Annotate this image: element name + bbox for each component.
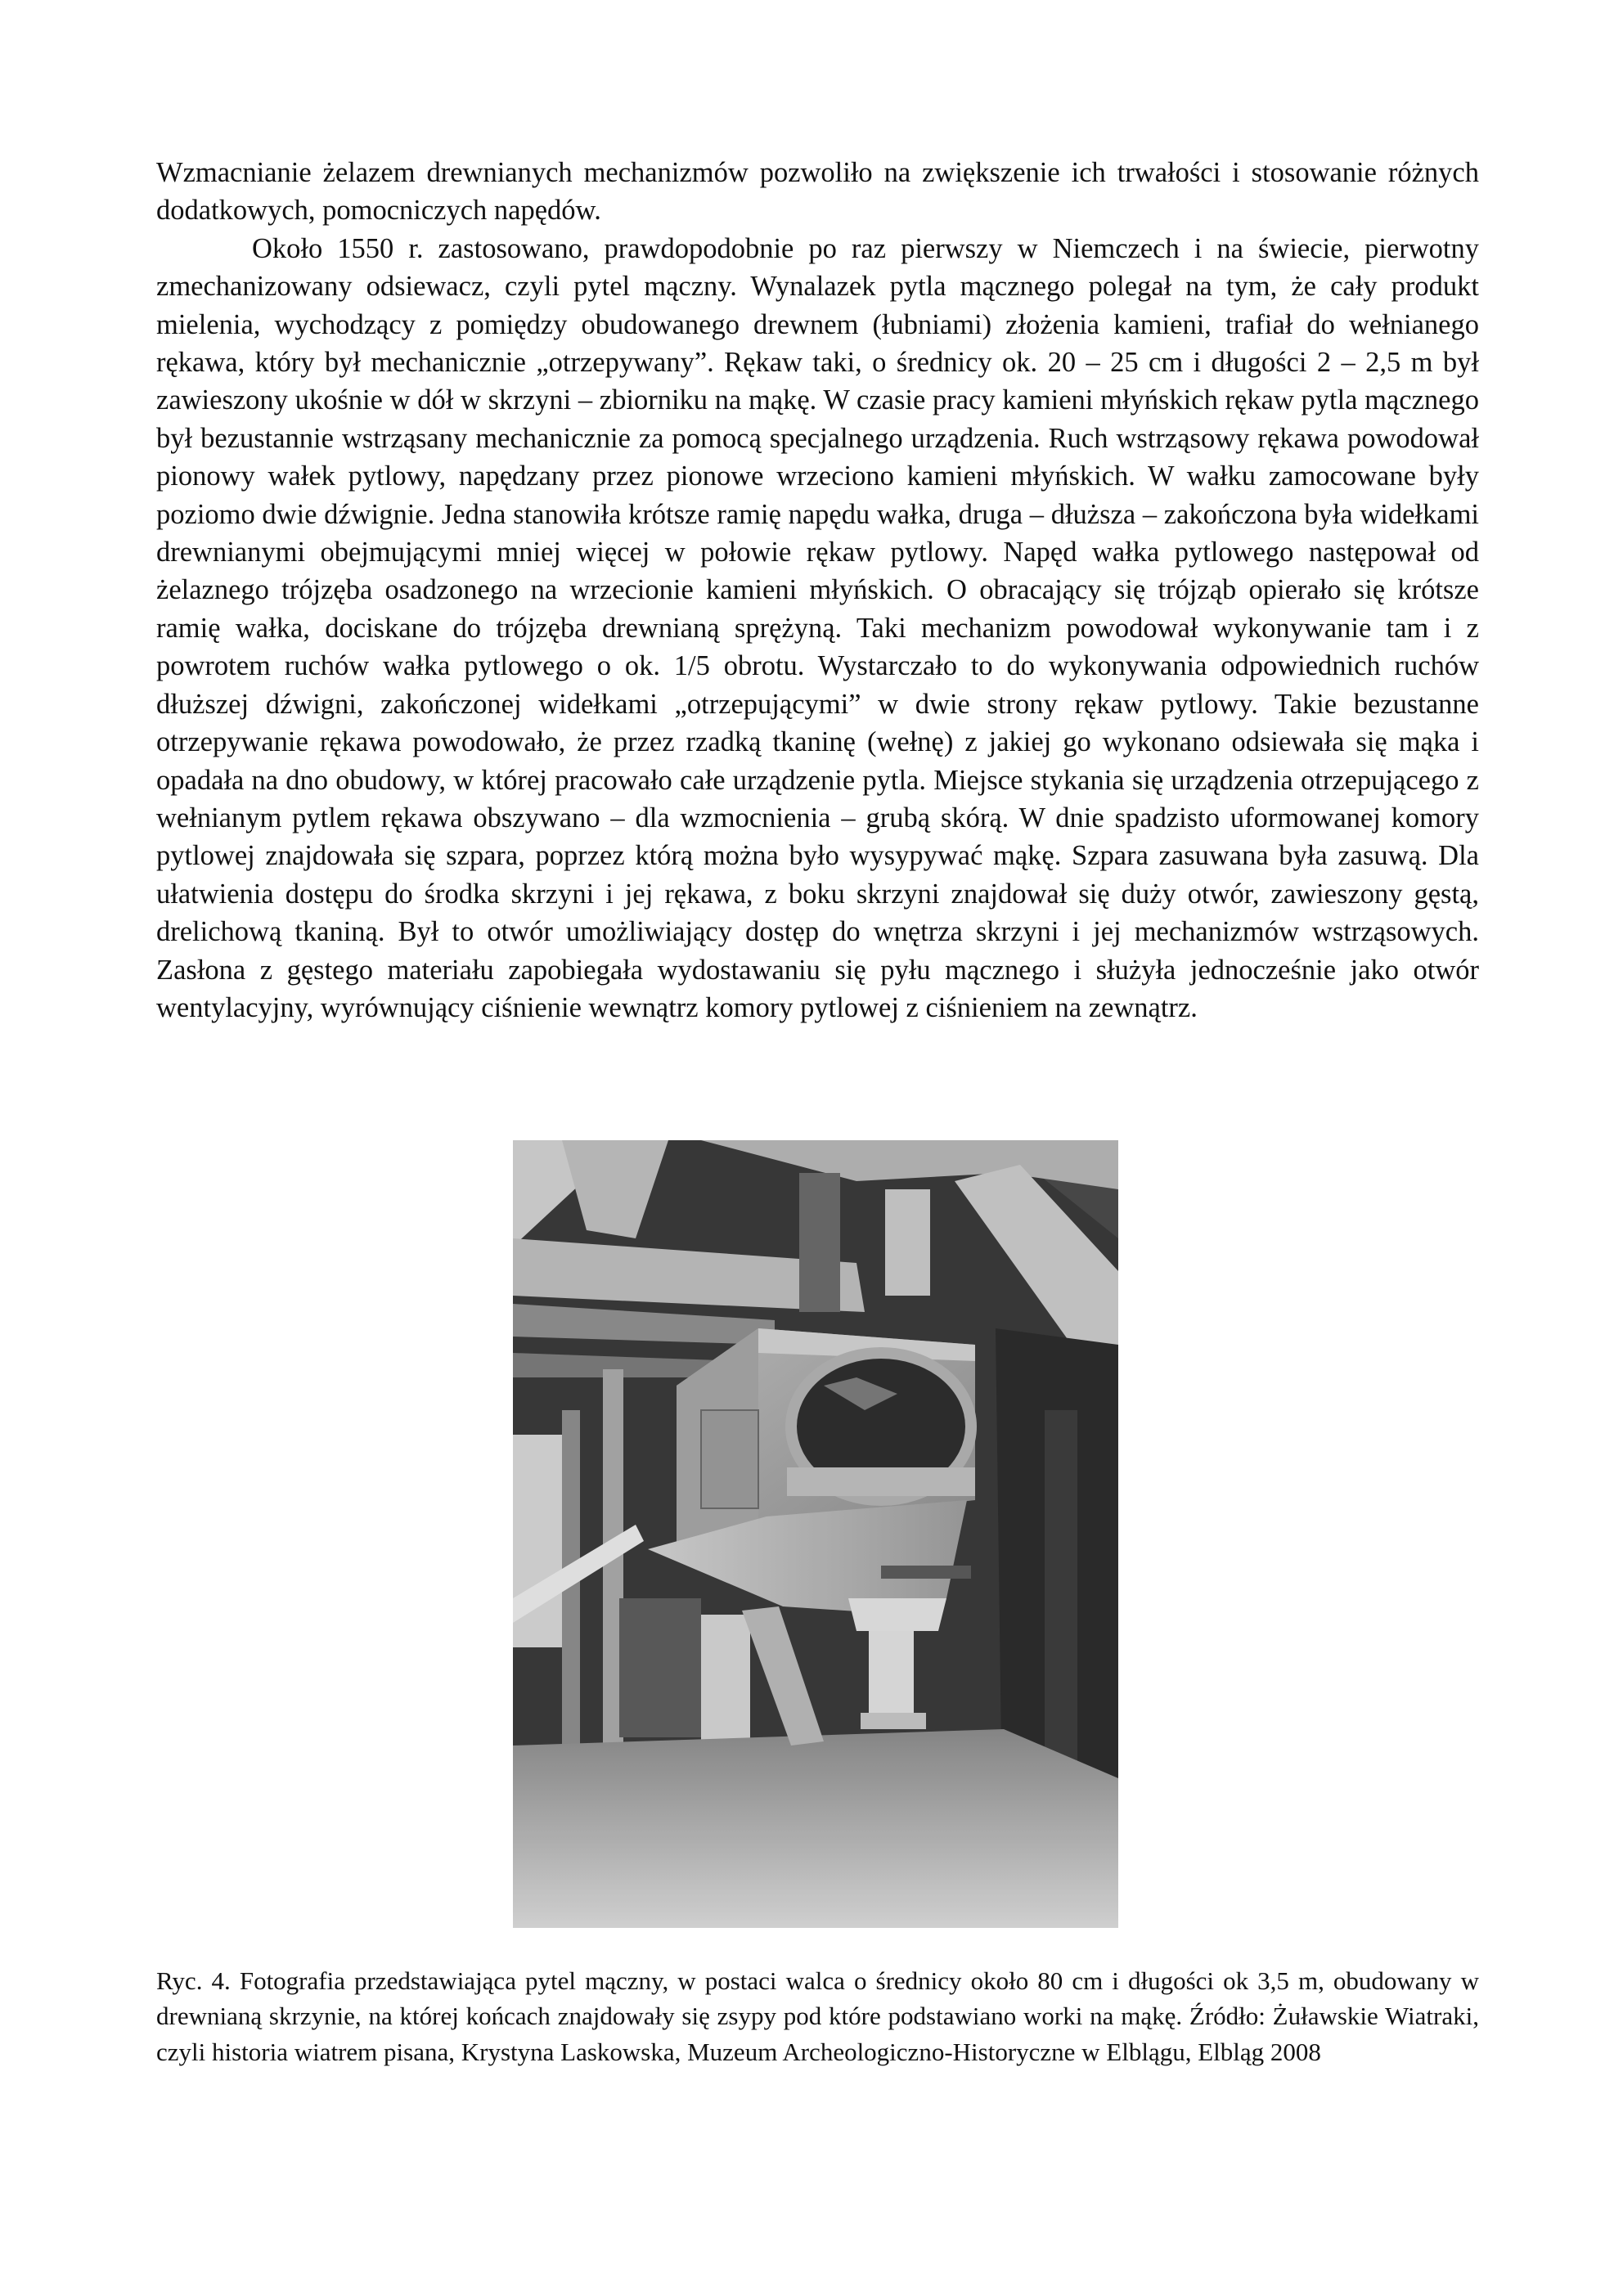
body-text: [156, 154, 1479, 1027]
figure-photo: [513, 1140, 1118, 1928]
caption-text: Ryc. 4. Fotografia przedstawiająca pytel mączny, w postaci walca o średnicy około 80 cm i długości ok 3,5 m, obudowany w drewnianą skrzynie, na której końcach znajdowały się zsypy pod które podstawiano worki na mąkę. Źródło: Żuławskie Wiatraki, czyli historia wiatrem pisana, Krystyna Laskowska, Muzeum Archeologiczno-Historyczne w Elblągu, Elbląg 2008: [156, 1966, 1479, 2066]
paragraph-1: Wzmacnianie żelazem drewnianych mechanizmów pozwoliło na zwiększenie ich trwałości i stosowanie różnych dodatkowych, pomocniczych napędów.: [156, 157, 1479, 227]
paragraph-2: Około 1550 r. zastosowano, prawdopodobnie po raz pierwszy w Niemczech i na świecie, pierwotny zmechanizowany odsiewacz, czyli pytel mączny. Wynalazek pytla mącznego polegał na tym, że cały produkt mielenia, wychodzący z pomiędzy obudowanego drewnem (łubniami) złożenia kamieni, trafiał do wełnianego rękawa, który był mechanicznie „otrzepywany”. Rękaw taki, o średnicy ok. 20 – 25 cm i długości 2 – 2,5 m był zawieszony ukośnie w dół w skrzyni – zbiorniku na mąkę. W czasie pracy kamieni młyńskich rękaw pytla mącznego był bezustannie wstrząsany mechanicznie za pomocą specjalnego urządzenia. Ruch wstrząsowy rękawa powodował pionowy wałek pytlowy, napędzany przez pionowe wrzeciono kamieni młyńskich. W wałku zamocowane były poziomo dwie dźwignie. Jedna stanowiła krótsze ramię napędu wałka, druga – dłuższa – zakończona była widełkami drewnianymi obejmującymi mniej więcej w połowie rękaw pytlowy. Napęd wałka pytlowego następował od żelaznego trójzęba osadzonego na wrzecionie kamieni młyńskich. O obracający się trójząb opierało się krótsze ramię wałka, dociskane do trójzęba drewnianą sprężyną. Taki mechanizm powodował wykonywanie tam i z powrotem ruchów wałka pytlowego o ok. 1/5 obrotu. Wystarczało to do wykonywania odpowiednich ruchów dłuższej dźwigni, zakończonej widełkami „otrzepującymi” w dwie strony rękaw pytlowy. Takie bezustanne otrzepywanie rękawa powodowało, że przez rzadką tkaninę (wełnę) z jakiej go wykonano odsiewała się mąka i opadała na dno obudowy, w której pracowało całe urządzenie pytla. Miejsce stykania się urządzenia otrzepującego z wełnianym pytlem rękawa obszywano – dla wzmocnienia – grubą skórą. W dnie spadzisto uformowanej komory pytlowej znajdowała się szpara, poprzez którą można było wysypywać mąkę. Szpara zasuwana była zasuwą. Dla ułatwienia dostępu do środka skrzyni i jej rękawa, z boku skrzyni znajdował się duży otwór, zawieszony gęstą, drelichową tkaniną. Był to otwór umożliwiający dostęp do wnętrza skrzyni i jej mechanizmów wstrząsowych. Zasłona z gęstego materiału zapobiegała wydostawaniu się pyłu mącznego i służyła jednocześnie jako otwór wentylacyjny, wyrównujący ciśnienie wewnątrz komory pytlowej z ciśnieniem na zewnątrz.: [156, 232, 1479, 1023]
figure-caption: [156, 1963, 1479, 2069]
mill-sifter-photo: [513, 1140, 1118, 1928]
